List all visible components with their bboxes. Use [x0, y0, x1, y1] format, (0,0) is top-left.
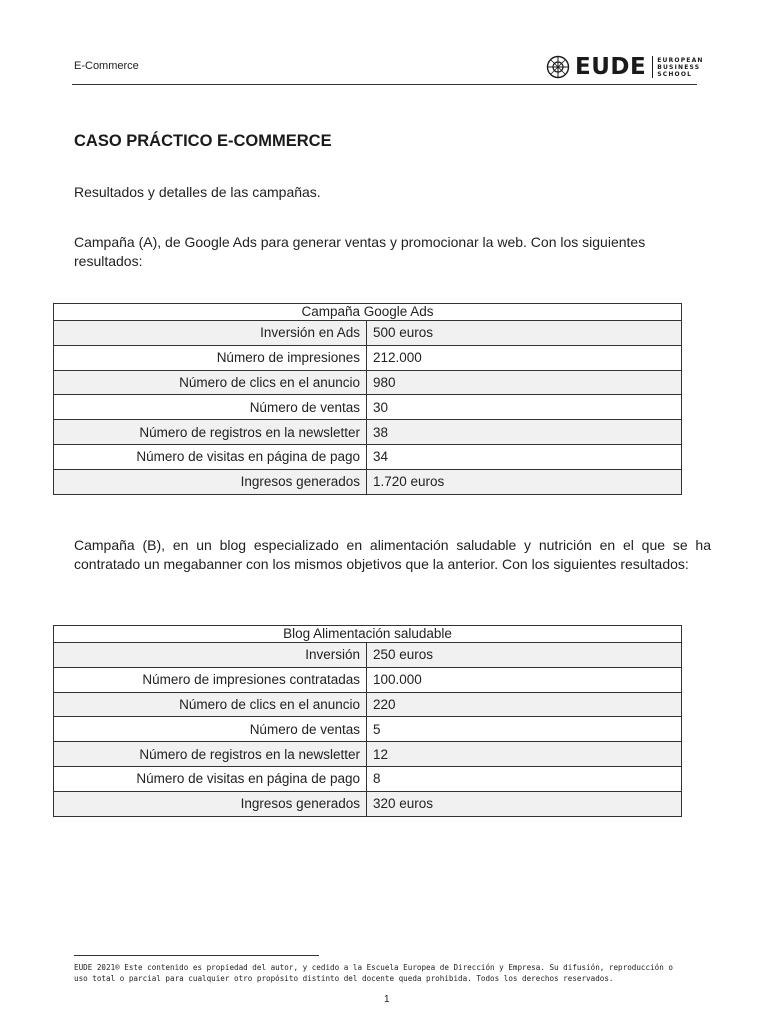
table-title: Campaña Google Ads [54, 304, 682, 321]
table-row [54, 395, 682, 420]
row-label: Ingresos generados [54, 791, 367, 816]
table-row [54, 667, 682, 692]
row-label: Número de clics en el anuncio [54, 370, 367, 395]
table-row [54, 742, 682, 767]
table-row [54, 643, 682, 668]
row-label: Número de impresiones [54, 345, 367, 370]
row-value: 5 [367, 717, 682, 742]
table-row [54, 766, 682, 791]
footnote: EUDE 2021® Este contenido es propiedad del autor, y cedido a la Escuela Europea de Dirección y Empresa. Su difusión, reproducción o uso total o parcial para cualquier otro propósito distinto del docente queda prohibida. Todos los derechos reservados. [74, 963, 673, 983]
row-label: Número de ventas [54, 717, 367, 742]
footnote-divider [74, 955, 319, 956]
row-label: Número de visitas en página de pago [54, 766, 367, 791]
table-row [54, 791, 682, 816]
table-row [54, 321, 682, 346]
row-value: 212.000 [367, 345, 682, 370]
table-google-ads [53, 303, 682, 495]
emblem-icon [546, 55, 570, 79]
row-value: 980 [367, 370, 682, 395]
row-label: Número de registros en la newsletter [54, 420, 367, 445]
logo-separator [652, 56, 653, 78]
row-label: Inversión en Ads [54, 321, 367, 346]
row-value: 1.720 euros [367, 469, 682, 494]
row-label: Número de registros en la newsletter [54, 742, 367, 767]
row-value: 34 [367, 444, 682, 469]
campaign-b-paragraph: Campaña (B), en un blog especializado en alimentación saludable y nutrición en el que se ha contratado un megabanner con los mismos objetivos que la anterior. Con los siguientes resultados: [74, 537, 711, 572]
table-row [54, 345, 682, 370]
row-label: Número de impresiones contratadas [54, 667, 367, 692]
row-value: 320 euros [367, 791, 682, 816]
row-value: 100.000 [367, 667, 682, 692]
row-label: Inversión [54, 643, 367, 668]
row-label: Ingresos generados [54, 469, 367, 494]
document-title: CASO PRÁCTICO E-COMMERCE [74, 132, 332, 150]
table-blog [53, 625, 682, 817]
row-value: 30 [367, 395, 682, 420]
row-value: 8 [367, 766, 682, 791]
header-label: E-Commerce [74, 60, 139, 72]
table-row [54, 469, 682, 494]
eude-logo [546, 54, 704, 80]
table-row [54, 692, 682, 717]
table-row [54, 444, 682, 469]
row-value: 220 [367, 692, 682, 717]
row-label: Número de ventas [54, 395, 367, 420]
logo-subtitle: EUROPEAN BUSINESS SCHOOL [657, 56, 704, 78]
row-value: 12 [367, 742, 682, 767]
table-row [54, 420, 682, 445]
table-row [54, 717, 682, 742]
table-row [54, 370, 682, 395]
row-value: 500 euros [367, 321, 682, 346]
row-label: Número de visitas en página de pago [54, 444, 367, 469]
table-title: Blog Alimentación saludable [54, 626, 682, 643]
row-value: 250 euros [367, 643, 682, 668]
header-divider [72, 84, 697, 85]
row-label: Número de clics en el anuncio [54, 692, 367, 717]
intro-paragraph: Resultados y detalles de las campañas. [74, 184, 321, 200]
page-number: 1 [384, 994, 390, 1005]
logo-word: EUDE [575, 53, 647, 80]
campaign-a-paragraph: Campaña (A), de Google Ads para generar ventas y promocionar la web. Con los siguientes resultados: [74, 234, 646, 269]
row-value: 38 [367, 420, 682, 445]
